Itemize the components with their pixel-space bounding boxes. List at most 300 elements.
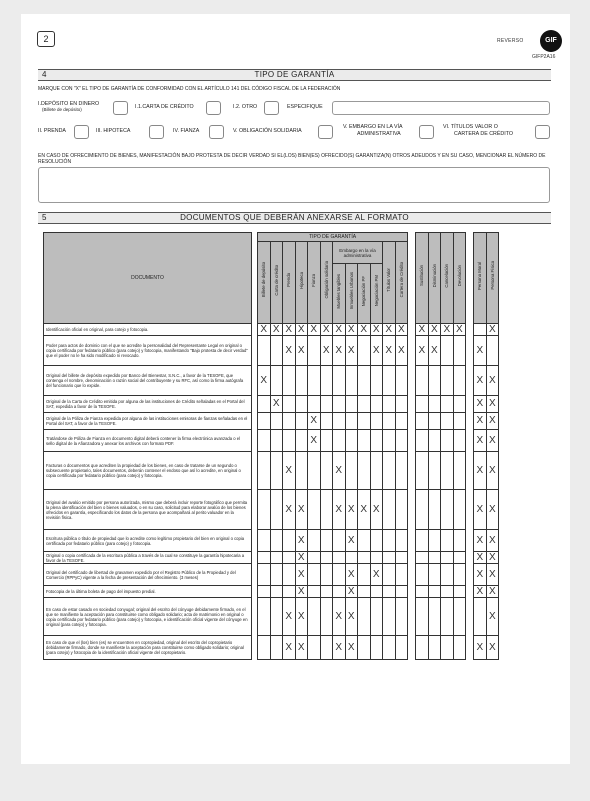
empty-cell <box>453 552 466 564</box>
empty-cell <box>320 413 333 430</box>
empty-cell <box>395 396 408 413</box>
empty-cell <box>441 430 454 452</box>
empty-cell <box>441 586 454 598</box>
empty-cell <box>370 366 383 396</box>
empty-cell <box>320 530 333 552</box>
x-mark: X <box>283 452 296 490</box>
x-mark: X <box>474 530 487 552</box>
empty-cell <box>416 413 429 430</box>
checkbox-hipoteca[interactable] <box>149 125 164 139</box>
x-mark: X <box>474 413 487 430</box>
empty-cell <box>416 366 429 396</box>
col-header-devolucion <box>453 233 466 324</box>
empty-cell <box>345 413 358 430</box>
x-mark: X <box>308 413 321 430</box>
empty-cell <box>441 396 454 413</box>
x-mark: X <box>474 636 487 660</box>
x-mark: X <box>474 430 487 452</box>
opt-carta-label: I.1.CARTA DE CRÉDITO <box>135 104 194 110</box>
empty-cell <box>453 413 466 430</box>
empty-cell <box>333 564 346 586</box>
empty-cell <box>441 336 454 366</box>
col-header-persona-moral <box>474 233 487 324</box>
ofrecimiento-label: EN CASO DE OFRECIMIENTO DE BIENES, MANIFESTACIÓN BAJO PROTESTA DE DECIR VERDAD SI EL(LOS) BIEN(ES) OFRECIDO(S) GARANTIZA(N) OTROS ADEUDOS Y EN SU CASO, MENCIONAR EL NÚMERO DE RESOLUCIÓN <box>38 153 546 165</box>
col-header-label: Hipoteca <box>298 271 304 289</box>
x-mark: X <box>283 598 296 636</box>
empty-cell <box>320 452 333 490</box>
x-mark: X <box>358 490 371 530</box>
empty-cell <box>258 336 271 366</box>
x-mark: X <box>258 324 271 336</box>
section-5-number: 5 <box>42 213 47 222</box>
table-row <box>44 490 499 530</box>
doc-column-header: DOCUMENTO <box>44 233 252 324</box>
empty-cell <box>333 530 346 552</box>
empty-cell <box>308 598 321 636</box>
empty-cell <box>474 598 487 636</box>
x-mark: X <box>474 490 487 530</box>
doc-cell: Original del billete de depósito expedido por Banco del Bienestar, S.N.C., a favor de la TESOFE, que contenga el nombre, denominación o razón social del contribuyente y su RFC, así como la firma autógrafa del funcionario que lo expide. <box>44 366 252 396</box>
reverso-label: REVERSO <box>497 38 524 44</box>
empty-cell <box>370 586 383 598</box>
col-header-label: Títulos Valor <box>386 268 392 292</box>
x-mark: X <box>416 336 429 366</box>
col-header-disminucion <box>428 233 441 324</box>
empty-cell <box>270 413 283 430</box>
empty-cell <box>441 636 454 660</box>
x-mark: X <box>283 324 296 336</box>
checkbox-fianza[interactable] <box>209 125 224 139</box>
empty-cell <box>428 413 441 430</box>
empty-cell <box>358 636 371 660</box>
x-mark: X <box>295 636 308 660</box>
empty-cell <box>308 530 321 552</box>
empty-cell <box>453 530 466 552</box>
col-header-label: Persona Física <box>489 261 495 290</box>
x-mark: X <box>333 336 346 366</box>
empty-cell <box>383 552 396 564</box>
form-code: GIFP2A16 <box>532 54 556 60</box>
empty-cell <box>270 564 283 586</box>
x-mark: X <box>345 564 358 586</box>
x-mark: X <box>486 324 499 336</box>
x-mark: X <box>295 490 308 530</box>
x-mark: X <box>320 324 333 336</box>
x-mark: X <box>295 336 308 366</box>
empty-cell <box>370 530 383 552</box>
x-mark: X <box>428 336 441 366</box>
x-mark: X <box>486 586 499 598</box>
table-row <box>44 598 499 636</box>
x-mark: X <box>333 636 346 660</box>
x-mark: X <box>486 636 499 660</box>
table-row <box>44 396 499 413</box>
doc-cell: Identificación oficial en original, para cotejo y fotocopia. <box>44 324 252 336</box>
empty-cell <box>320 598 333 636</box>
empty-cell <box>395 366 408 396</box>
empty-cell <box>453 452 466 490</box>
x-mark: X <box>345 530 358 552</box>
x-mark: X <box>383 324 396 336</box>
empty-cell <box>395 586 408 598</box>
x-mark: X <box>370 564 383 586</box>
doc-cell: Escritura pública o título de propiedad que lo acredite como legítimo propietario del bien en original o copia certificada por fedatario público (para cotejo) y fotocopia. <box>44 530 252 552</box>
col-header-sustitucion <box>416 233 429 324</box>
empty-cell <box>258 396 271 413</box>
empty-cell <box>308 336 321 366</box>
col-header-cancelacion <box>441 233 454 324</box>
x-mark: X <box>486 564 499 586</box>
empty-cell <box>453 636 466 660</box>
col-header-persona-fisica <box>486 233 499 324</box>
col-header-negociacion-pm <box>370 264 383 324</box>
empty-cell <box>416 396 429 413</box>
col-header-obligacion-solidaria <box>320 242 333 324</box>
empty-cell <box>308 552 321 564</box>
doc-cell: Original de la Carta de Crédito emitida por alguna de las instituciones de Crédito señaladas en el Portal del SAT, expedida a favor de la TESOFE. <box>44 396 252 413</box>
empty-cell <box>320 490 333 530</box>
col-header-carta-de-credito <box>270 242 283 324</box>
checkbox-prenda[interactable] <box>74 125 89 139</box>
empty-cell <box>428 530 441 552</box>
col-header-muebles-tangibles <box>333 264 346 324</box>
col-header-label: Carta de crédito <box>273 264 279 296</box>
x-mark: X <box>474 336 487 366</box>
empty-cell <box>395 552 408 564</box>
x-mark: X <box>308 324 321 336</box>
form-page <box>21 14 570 764</box>
x-mark: X <box>474 396 487 413</box>
empty-cell <box>295 430 308 452</box>
empty-cell <box>416 530 429 552</box>
opt-embargo-label-2: ADMINISTRATIVA <box>357 131 401 137</box>
especifique-label: ESPECIFIQUE <box>287 104 323 110</box>
empty-cell <box>358 564 371 586</box>
x-mark: X <box>295 598 308 636</box>
empty-cell <box>270 452 283 490</box>
table-row <box>44 430 499 452</box>
table-row <box>44 530 499 552</box>
col-header-billete-de-deposito <box>258 242 271 324</box>
empty-cell <box>320 552 333 564</box>
empty-cell <box>453 490 466 530</box>
x-mark: X <box>486 490 499 530</box>
x-mark: X <box>333 598 346 636</box>
x-mark: X <box>295 564 308 586</box>
empty-cell <box>358 530 371 552</box>
empty-cell <box>258 586 271 598</box>
empty-cell <box>370 413 383 430</box>
empty-cell <box>453 586 466 598</box>
table-row <box>44 636 499 660</box>
empty-cell <box>383 430 396 452</box>
col-header-inmuebles-urbanos <box>345 264 358 324</box>
opt-titulos-label: VI. TÍTULOS VALOR O <box>443 124 498 130</box>
x-mark: X <box>345 336 358 366</box>
col-header-label: Muebles tangibles <box>336 273 342 309</box>
empty-cell <box>270 430 283 452</box>
x-mark: X <box>345 324 358 336</box>
checkbox-titulos[interactable] <box>535 125 550 139</box>
empty-cell <box>258 636 271 660</box>
empty-cell <box>383 598 396 636</box>
x-mark: X <box>283 490 296 530</box>
opt-embargo-label: V. EMBARGO EN LA VÍA <box>343 124 403 130</box>
x-mark: X <box>474 552 487 564</box>
empty-cell <box>308 452 321 490</box>
opt-obligacion-label: V. OBLIGACIÓN SOLIDARIA <box>233 128 302 134</box>
col-header-label: Disminución <box>431 263 437 288</box>
empty-cell <box>295 452 308 490</box>
x-mark: X <box>474 586 487 598</box>
x-mark: X <box>474 452 487 490</box>
empty-cell <box>333 413 346 430</box>
x-mark: X <box>295 552 308 564</box>
empty-cell <box>383 564 396 586</box>
doc-cell: Original del avalúo emitido por persona autorizada, mismo que deberá incluir reporte fotográfico que permita la plena identificación del bien o bienes valuados, o en su caso, solicitud para elaborar avalúo de los bienes ofrecidos en garantía, especificando los datos de la persona que acompañará al perito valuador en la revisión física. <box>44 490 252 530</box>
empty-cell <box>258 552 271 564</box>
x-mark: X <box>358 324 371 336</box>
empty-cell <box>308 586 321 598</box>
empty-cell <box>453 564 466 586</box>
empty-cell <box>320 396 333 413</box>
x-mark: X <box>441 324 454 336</box>
empty-cell <box>428 430 441 452</box>
x-mark: X <box>395 336 408 366</box>
ofrecimiento-field[interactable] <box>38 167 550 203</box>
doc-cell: Original del certificado de libertad de gravamen expedido por el Registro Público de la Propiedad y del Comercio (RPPyC) vigente a la fecha de presentación del ofrecimiento. (3 meses) <box>44 564 252 586</box>
empty-cell <box>258 413 271 430</box>
col-header-label: Cancelación <box>444 263 450 288</box>
opt-deposito-sublabel: (Billete de depósito) <box>42 107 82 112</box>
empty-cell <box>383 396 396 413</box>
empty-cell <box>308 396 321 413</box>
empty-cell <box>395 636 408 660</box>
empty-cell <box>358 413 371 430</box>
empty-cell <box>258 452 271 490</box>
empty-cell <box>370 636 383 660</box>
empty-cell <box>295 413 308 430</box>
empty-cell <box>283 530 296 552</box>
empty-cell <box>453 598 466 636</box>
empty-cell <box>474 324 487 336</box>
col-header-label: Prenda <box>286 273 292 287</box>
x-mark: X <box>283 636 296 660</box>
doc-cell: Fotocopia de la última boleta de pago del impuesto predial. <box>44 586 252 598</box>
x-mark: X <box>428 324 441 336</box>
opt-fianza-label: IV. FIANZA <box>173 128 200 134</box>
doc-cell: En caso de que el (los) bien (es) se encuentren en copropiedad, original del escrito del copropietario debidamente firmado, donde se manifieste la aceptación para constituirse como obligado solidario; original (para cotejo) y fotocopia de la identificación oficial vigente del copropietario. <box>44 636 252 660</box>
empty-cell <box>441 530 454 552</box>
empty-cell <box>395 430 408 452</box>
x-mark: X <box>486 366 499 396</box>
x-mark: X <box>283 336 296 366</box>
col-header-label: Sustitución <box>419 264 425 287</box>
embargo-header: Embargo en la vía administrativa <box>333 242 383 264</box>
empty-cell <box>345 366 358 396</box>
empty-cell <box>441 552 454 564</box>
doc-cell: Original o copia certificada de la escritura pública a través de la cual se constituye la garantía hipotecaria a favor de la TESOFE. <box>44 552 252 564</box>
empty-cell <box>395 490 408 530</box>
x-mark: X <box>486 598 499 636</box>
col-header-negociacion-pf <box>358 264 371 324</box>
x-mark: X <box>345 636 358 660</box>
doc-cell: Original de la Póliza de Fianza expedida por alguna de las instituciones emisoras de fianzas señaladas en el Portal del SAT, a favor de la TESOFE. <box>44 413 252 430</box>
x-mark: X <box>270 396 283 413</box>
empty-cell <box>320 586 333 598</box>
table-row <box>44 324 499 336</box>
x-mark: X <box>333 490 346 530</box>
empty-cell <box>395 530 408 552</box>
empty-cell <box>453 430 466 452</box>
empty-cell <box>258 490 271 530</box>
col-header-label: Inmuebles Urbanos <box>348 272 354 310</box>
empty-cell <box>333 366 346 396</box>
empty-cell <box>358 598 371 636</box>
empty-cell <box>370 430 383 452</box>
checkbox-otro[interactable] <box>264 101 279 115</box>
empty-cell <box>441 366 454 396</box>
empty-cell <box>416 564 429 586</box>
empty-cell <box>270 366 283 396</box>
empty-cell <box>358 430 371 452</box>
x-mark: X <box>308 430 321 452</box>
col-header-label: Negociación PF <box>361 275 367 307</box>
empty-cell <box>333 430 346 452</box>
empty-cell <box>320 366 333 396</box>
section-5-header <box>38 212 551 224</box>
opt-prenda-label: II. PRENDA <box>38 128 66 134</box>
empty-cell <box>428 452 441 490</box>
empty-cell <box>395 564 408 586</box>
empty-cell <box>283 586 296 598</box>
checkbox-deposito[interactable] <box>113 101 128 115</box>
opt-titulos-label-2: CARTERA DE CRÉDITO <box>454 131 513 137</box>
empty-cell <box>308 490 321 530</box>
empty-cell <box>416 490 429 530</box>
col-header-label: Fianza <box>311 273 317 287</box>
empty-cell <box>416 586 429 598</box>
empty-cell <box>383 490 396 530</box>
x-mark: X <box>474 366 487 396</box>
especifique-field[interactable] <box>332 101 550 115</box>
empty-cell <box>308 636 321 660</box>
x-mark: X <box>486 530 499 552</box>
checkbox-embargo[interactable] <box>419 125 434 139</box>
empty-cell <box>270 586 283 598</box>
empty-cell <box>441 598 454 636</box>
x-mark: X <box>270 324 283 336</box>
empty-cell <box>345 552 358 564</box>
empty-cell <box>395 452 408 490</box>
opt-otro-label: I.2. OTRO <box>233 104 258 110</box>
empty-cell <box>258 430 271 452</box>
x-mark: X <box>258 366 271 396</box>
empty-cell <box>295 396 308 413</box>
checkbox-obligacion[interactable] <box>318 125 333 139</box>
x-mark: X <box>453 324 466 336</box>
empty-cell <box>428 586 441 598</box>
doc-cell: Facturas o documentos que acrediten la propiedad de los bienes, en caso de tratarse de un segundo o subsecuente propietario, tales documentos, deberán contener el endoso que así lo acredite, en original o copia certificada por fedatario público (para cotejo) y fotocopia. <box>44 452 252 490</box>
gif-logo: GIF <box>540 30 562 52</box>
empty-cell <box>486 336 499 366</box>
empty-cell <box>283 564 296 586</box>
empty-cell <box>370 552 383 564</box>
empty-cell <box>416 452 429 490</box>
section-5-title: DOCUMENTOS QUE DEBERÁN ANEXARSE AL FORMATO <box>180 213 409 222</box>
empty-cell <box>383 366 396 396</box>
section-4-number: 4 <box>42 70 47 79</box>
empty-cell <box>441 490 454 530</box>
empty-cell <box>358 586 371 598</box>
empty-cell <box>295 366 308 396</box>
doc-cell: Tratándose de Póliza de Fianza en documento digital deberá contener la firma electrónica avanzada o el sello digital de la Afianzadora y anexar los archivos con formato PDF. <box>44 430 252 452</box>
empty-cell <box>383 636 396 660</box>
x-mark: X <box>345 490 358 530</box>
x-mark: X <box>486 430 499 452</box>
x-mark: X <box>320 336 333 366</box>
x-mark: X <box>345 598 358 636</box>
empty-cell <box>428 636 441 660</box>
empty-cell <box>453 396 466 413</box>
section-4-title: TIPO DE GARANTÍA <box>254 70 335 79</box>
empty-cell <box>358 552 371 564</box>
empty-cell <box>270 336 283 366</box>
x-mark: X <box>370 324 383 336</box>
empty-cell <box>416 430 429 452</box>
col-header-label: Devolución <box>456 264 462 287</box>
empty-cell <box>308 366 321 396</box>
empty-cell <box>283 430 296 452</box>
table-row <box>44 586 499 598</box>
checkbox-carta-credito[interactable] <box>206 101 221 115</box>
table-row <box>44 336 499 366</box>
empty-cell <box>383 530 396 552</box>
empty-cell <box>270 490 283 530</box>
x-mark: X <box>383 336 396 366</box>
empty-cell <box>283 552 296 564</box>
empty-cell <box>358 366 371 396</box>
x-mark: X <box>395 324 408 336</box>
x-mark: X <box>370 336 383 366</box>
empty-cell <box>345 452 358 490</box>
empty-cell <box>370 452 383 490</box>
empty-cell <box>441 452 454 490</box>
empty-cell <box>270 530 283 552</box>
section-4-header <box>38 69 551 81</box>
opt-deposito-label: I.DEPÓSITO EN DINERO <box>38 101 100 107</box>
col-header-prenda <box>283 242 296 324</box>
col-header-cartera-de-credito <box>395 242 408 324</box>
empty-cell <box>370 598 383 636</box>
empty-cell <box>320 430 333 452</box>
x-mark: X <box>295 530 308 552</box>
empty-cell <box>383 586 396 598</box>
x-mark: X <box>345 586 358 598</box>
empty-cell <box>320 636 333 660</box>
empty-cell <box>358 336 371 366</box>
opt-hipoteca-label: III. HIPOTECA <box>96 128 131 134</box>
empty-cell <box>416 636 429 660</box>
empty-cell <box>428 564 441 586</box>
col-header-label: Billete de depósito <box>261 262 267 298</box>
empty-cell <box>428 552 441 564</box>
empty-cell <box>270 552 283 564</box>
empty-cell <box>333 586 346 598</box>
col-header-titulos-valor <box>383 242 396 324</box>
x-mark: X <box>333 452 346 490</box>
empty-cell <box>395 413 408 430</box>
